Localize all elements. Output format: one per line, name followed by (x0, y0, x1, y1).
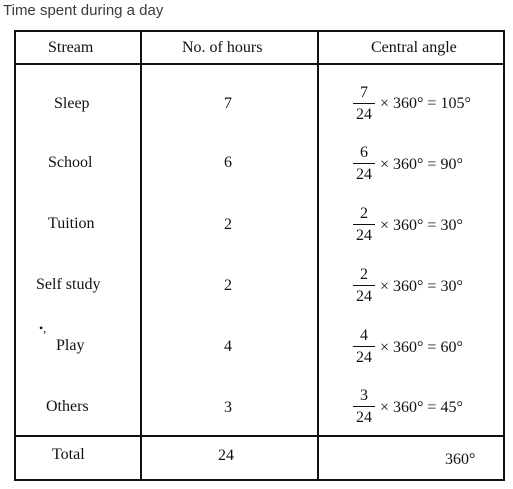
time-table (14, 30, 505, 481)
fraction (353, 265, 375, 306)
hours-cell: 2 (224, 216, 232, 233)
column-divider (317, 32, 319, 479)
fraction-denominator: 24 (356, 409, 372, 427)
fraction (353, 326, 375, 367)
fraction (353, 83, 375, 124)
fraction (353, 204, 375, 245)
stream-cell: Play (56, 337, 85, 354)
hours-cell: 3 (224, 399, 232, 416)
total-hours: 24 (218, 447, 234, 464)
table-caption: Time spent during a day (3, 2, 164, 19)
header-stream: Stream (48, 39, 94, 56)
stream-cell: Self study (36, 276, 101, 293)
angle-expression: × 360° = 45° (380, 399, 463, 416)
fraction-numerator: 6 (360, 144, 368, 161)
column-divider (140, 32, 142, 479)
fraction-numerator: 7 (360, 84, 368, 101)
hours-cell: 7 (224, 95, 232, 112)
total-label: Total (52, 446, 85, 463)
stream-cell: Others (46, 398, 89, 415)
angle-expression: × 360° = 30° (380, 278, 463, 295)
stray-mark: •, (39, 321, 47, 335)
fraction (353, 386, 375, 427)
fraction-denominator: 24 (356, 227, 372, 245)
stream-cell: Sleep (54, 95, 90, 112)
header-divider (16, 63, 503, 65)
hours-cell: 6 (224, 154, 232, 171)
fraction-denominator: 24 (356, 106, 372, 124)
fraction-bar (353, 103, 375, 104)
stream-cell: Tuition (48, 215, 95, 232)
fraction-numerator: 3 (360, 387, 368, 404)
fraction-bar (353, 224, 375, 225)
fraction-numerator: 2 (360, 205, 368, 222)
fraction-bar (353, 285, 375, 286)
fraction-denominator: 24 (356, 166, 372, 184)
stream-cell: School (48, 154, 93, 171)
fraction-numerator: 4 (360, 327, 368, 344)
angle-expression: × 360° = 60° (380, 339, 463, 356)
hours-cell: 4 (224, 338, 232, 355)
hours-cell: 2 (224, 277, 232, 294)
header-hours: No. of hours (182, 39, 263, 56)
fraction-denominator: 24 (356, 349, 372, 367)
total-angle: 360° (445, 451, 476, 468)
angle-expression: × 360° = 90° (380, 156, 463, 173)
header-central-angle: Central angle (371, 39, 457, 56)
fraction-bar (353, 346, 375, 347)
fraction-bar (353, 163, 375, 164)
angle-expression: × 360° = 105° (380, 95, 471, 112)
fraction-denominator: 24 (356, 288, 372, 306)
total-divider (16, 435, 503, 437)
fraction (353, 143, 375, 184)
angle-expression: × 360° = 30° (380, 217, 463, 234)
fraction-numerator: 2 (360, 266, 368, 283)
fraction-bar (353, 406, 375, 407)
